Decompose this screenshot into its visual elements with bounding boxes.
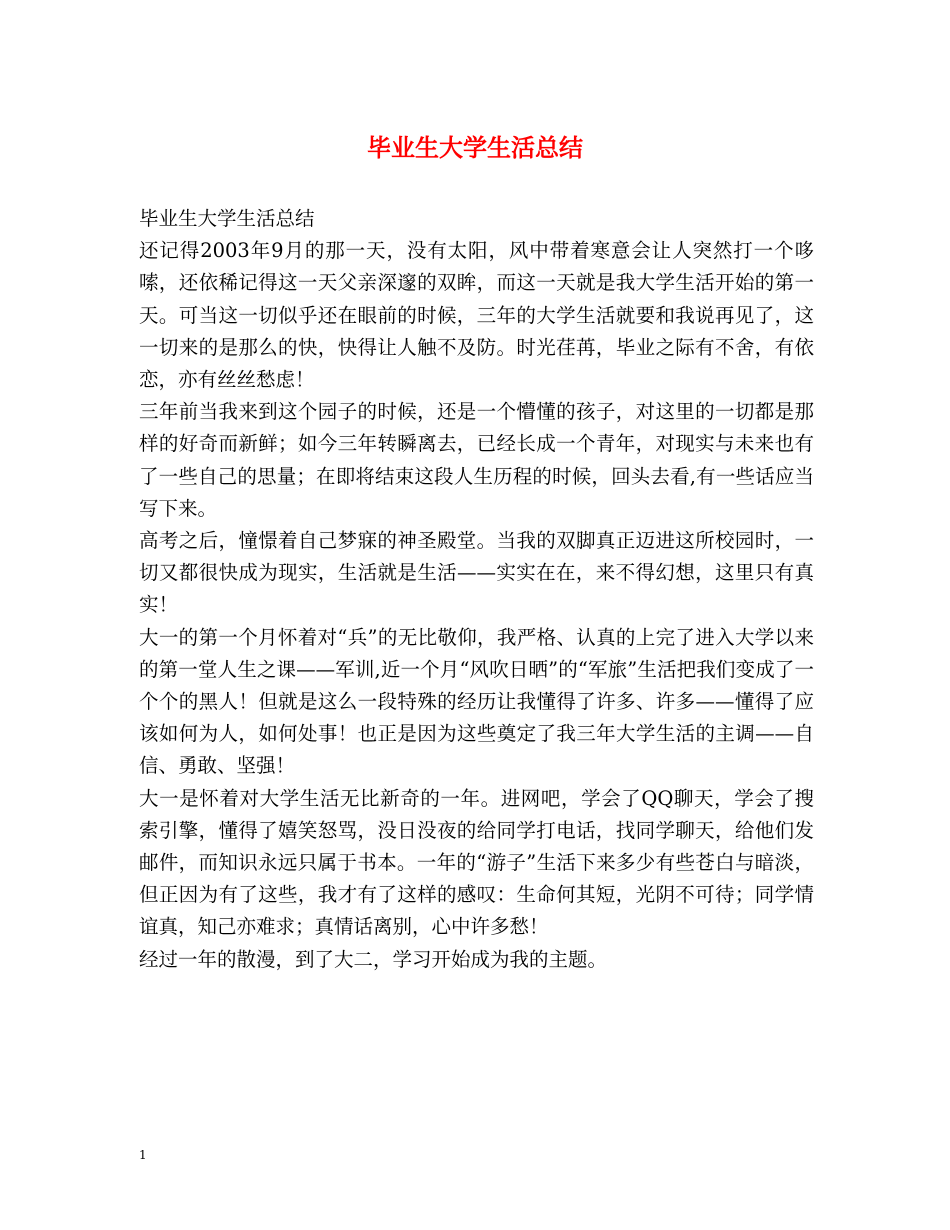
paragraph: 高考之后，憧憬着自己梦寐的神圣殿堂。当我的双脚真正迈进这所校园时，一切又都很快成为现实，生活就是生活——实实在在，来不得幻想，这里只有真实！ <box>139 529 814 617</box>
paragraph: 还记得2003年9月的那一天，没有太阳，风中带着寒意会让人突然打一个哆嗦，还依稀记得这一天父亲深邃的双眸，而这一天就是我大学生活开始的第一天。可当这一切似乎还在眼前的时候，三年的大学生活就要和我说再见了，这一切来的是那么的快，快得让人触不及防。时光荏苒，毕业之际有不舍，有依恋，亦有丝丝愁虑！ <box>139 239 814 392</box>
paragraph: 大一是怀着对大学生活无比新奇的一年。进网吧，学会了QQ聊天，学会了搜索引擎，懂得了嬉笑怒骂，没日没夜的给同学打电话，找同学聊天，给他们发邮件，而知识永远只属于书本。一年的“游子”生活下来多少有些苍白与暗淡，但正因为有了这些，我才有了这样的感叹：生命何其短，光阴不可待；同学情谊真，知己亦难求；真情话离别，心中许多愁！ <box>139 786 814 939</box>
paragraph-heading: 毕业生大学生活总结 <box>139 207 315 230</box>
document-title: 毕业生大学生活总结 <box>367 133 583 162</box>
page-number: 1 <box>139 1148 147 1162</box>
paragraph: 三年前当我来到这个园子的时候，还是一个懵懂的孩子，对这里的一切都是那样的好奇而新鲜；如今三年转瞬离去，已经长成一个青年，对现实与未来也有了一些自己的思量；在即将结束这段人生历程的时候，回头去看,有一些话应当写下来。 <box>139 400 814 520</box>
paragraph: 大一的第一个月怀着对“兵”的无比敬仰，我严格、认真的上完了进入大学以来的第一堂人生之课——军训,近一个月“风吹日晒”的“军旅”生活把我们变成了一个个的黑人！但就是这么一段特殊的经历让我懂得了许多、许多——懂得了应该如何为人，如何处事！也正是因为这些奠定了我三年大学生活的主调——自信、勇敢、坚强！ <box>139 625 814 778</box>
document-body <box>139 203 814 976</box>
paragraph: 经过一年的散漫，到了大二，学习开始成为我的主题。 <box>139 947 608 971</box>
